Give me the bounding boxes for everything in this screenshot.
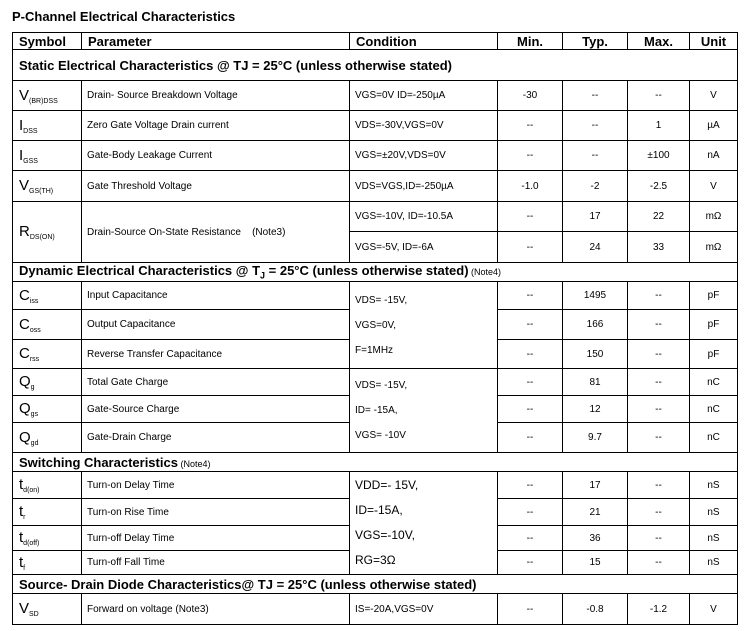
unit-cell: nA [690,141,738,171]
condition-cell: VDS= -15V, VGS=0V, F=1MHz [350,282,498,369]
min-cell: -- [498,472,563,499]
unit-cell: V [690,81,738,111]
min-cell: -- [498,396,563,423]
typ-cell: 9.7 [563,423,628,453]
header-condition: Condition [350,33,498,50]
unit-cell: nS [690,499,738,526]
parameter-cell: Total Gate Charge [82,369,350,396]
max-cell: -- [628,396,690,423]
section-switching [13,453,738,472]
symbol-cell: $C_{iss}$ [13,282,82,310]
condition-cell: VDS=-30V,VGS=0V [350,111,498,141]
symbol-cell: $Q_{gd}$ [13,423,82,453]
section-title: Switching Characteristics (Note4) [13,453,738,472]
parameter-cell: Gate-Body Leakage Current [82,141,350,171]
header-parameter: Parameter [82,33,350,50]
min-cell: -- [498,282,563,310]
page-title: P-Channel Electrical Characteristics [12,9,236,24]
symbol-cell: $Q_{gs}$ [13,396,82,423]
table-row [13,81,738,111]
parameter-cell: Turn-on Rise Time [82,499,350,526]
max-cell: 22 [628,202,690,232]
typ-cell: 17 [563,472,628,499]
symbol-cell: $Q_g$ [13,369,82,396]
min-cell: -- [498,551,563,575]
typ-cell: 150 [563,340,628,369]
unit-cell: nS [690,472,738,499]
parameter-cell: Reverse Transfer Capacitance [82,340,350,369]
section-title: Source- Drain Diode Characteristics@ TJ = 25°C (unless otherwise stated) [13,575,738,594]
parameter-cell: Turn-off Delay Time [82,526,350,551]
table-row [13,171,738,202]
condition-cell: VGS=-5V, ID=-6A [350,232,498,263]
symbol-cell: $t_{d(on)}$ [13,472,82,499]
min-cell: -- [498,526,563,551]
parameter-cell: Gate Threshold Voltage [82,171,350,202]
parameter-cell: Input Capacitance [82,282,350,310]
max-cell: -- [628,526,690,551]
max-cell: -- [628,340,690,369]
table-row [13,202,738,232]
min-cell: -- [498,232,563,263]
electrical-characteristics-table [12,32,738,625]
condition-cell: IS=-20A,VGS=0V [350,594,498,625]
max-cell: -- [628,282,690,310]
table-row [13,282,738,310]
max-cell: -- [628,472,690,499]
typ-cell: 81 [563,369,628,396]
unit-cell: µA [690,111,738,141]
parameter-cell: Forward on voltage (Note3) [82,594,350,625]
symbol-cell: $t_{d(off)}$ [13,526,82,551]
typ-cell: 12 [563,396,628,423]
symbol-cell: $C_{rss}$ [13,340,82,369]
typ-cell: 166 [563,310,628,340]
section-title: Dynamic Electrical Characteristics @ $T_J = 25^\circ C$ (unless otherwise stated) (Note4) [13,263,738,282]
table-row [13,472,738,499]
typ-cell: -0.8 [563,594,628,625]
table-row [13,111,738,141]
condition-cell: VGS=-10V, ID=-10.5A [350,202,498,232]
max-cell: -- [628,310,690,340]
parameter-cell: Drain- Source Breakdown Voltage [82,81,350,111]
symbol-cell: $V_{GS(TH)}$ [13,171,82,202]
min-cell: -- [498,423,563,453]
header-row [13,33,738,50]
typ-cell: 24 [563,232,628,263]
header-max: Max. [628,33,690,50]
section-title: Static Electrical Characteristics @ TJ = 25°C (unless otherwise stated) [13,50,738,81]
max-cell: -- [628,369,690,396]
section-static [13,50,738,81]
typ-cell: -2 [563,171,628,202]
max-cell: -- [628,551,690,575]
condition-cell: VDS=VGS,ID=-250µA [350,171,498,202]
section-diode [13,575,738,594]
parameter-cell: Turn-off Fall Time [82,551,350,575]
symbol-cell: $V_{(BR)DSS}$ [13,81,82,111]
min-cell: -- [498,499,563,526]
parameter-cell: Drain-Source On-State Resistance (Note3) [82,202,350,263]
typ-cell: 15 [563,551,628,575]
max-cell: 1 [628,111,690,141]
header-unit: Unit [690,33,738,50]
min-cell: -- [498,369,563,396]
typ-cell: -- [563,141,628,171]
max-cell: -2.5 [628,171,690,202]
min-cell: -1.0 [498,171,563,202]
condition-cell: VGS=0V ID=-250µA [350,81,498,111]
typ-cell: -- [563,81,628,111]
typ-cell: 17 [563,202,628,232]
max-cell: -1.2 [628,594,690,625]
min-cell: -- [498,111,563,141]
symbol-cell: $t_f$ [13,551,82,575]
unit-cell: nS [690,551,738,575]
section-dynamic [13,263,738,282]
table-row [13,594,738,625]
unit-cell: V [690,171,738,202]
condition-cell: VDD=- 15V, ID=-15A, VGS=-10V, RG=3Ω [350,472,498,575]
parameter-cell: Turn-on Delay Time [82,472,350,499]
typ-cell: -- [563,111,628,141]
symbol-cell: $V_{SD}$ [13,594,82,625]
condition-cell: VGS=±20V,VDS=0V [350,141,498,171]
max-cell: ±100 [628,141,690,171]
unit-cell: nS [690,526,738,551]
unit-cell: mΩ [690,232,738,263]
max-cell: -- [628,81,690,111]
unit-cell: V [690,594,738,625]
unit-cell: pF [690,340,738,369]
min-cell: -- [498,594,563,625]
table-row [13,369,738,396]
typ-cell: 36 [563,526,628,551]
unit-cell: nC [690,396,738,423]
unit-cell: mΩ [690,202,738,232]
min-cell: -- [498,340,563,369]
symbol-cell: $t_r$ [13,499,82,526]
symbol-cell: $I_{DSS}$ [13,111,82,141]
condition-cell: VDS= -15V, ID= -15A, VGS= -10V [350,369,498,453]
min-cell: -30 [498,81,563,111]
unit-cell: pF [690,310,738,340]
table-row [13,141,738,171]
unit-cell: nC [690,423,738,453]
header-symbol: Symbol [13,33,82,50]
symbol-cell: $R_{DS(ON)}$ [13,202,82,263]
parameter-cell: Output Capacitance [82,310,350,340]
max-cell: 33 [628,232,690,263]
unit-cell: pF [690,282,738,310]
parameter-cell: Gate-Drain Charge [82,423,350,453]
header-min: Min. [498,33,563,50]
header-typ: Typ. [563,33,628,50]
min-cell: -- [498,141,563,171]
parameter-cell: Gate-Source Charge [82,396,350,423]
symbol-cell: $C_{oss}$ [13,310,82,340]
max-cell: -- [628,499,690,526]
typ-cell: 1495 [563,282,628,310]
typ-cell: 21 [563,499,628,526]
max-cell: -- [628,423,690,453]
min-cell: -- [498,310,563,340]
min-cell: -- [498,202,563,232]
parameter-cell: Zero Gate Voltage Drain current [82,111,350,141]
unit-cell: nC [690,369,738,396]
symbol-cell: $I_{GSS}$ [13,141,82,171]
